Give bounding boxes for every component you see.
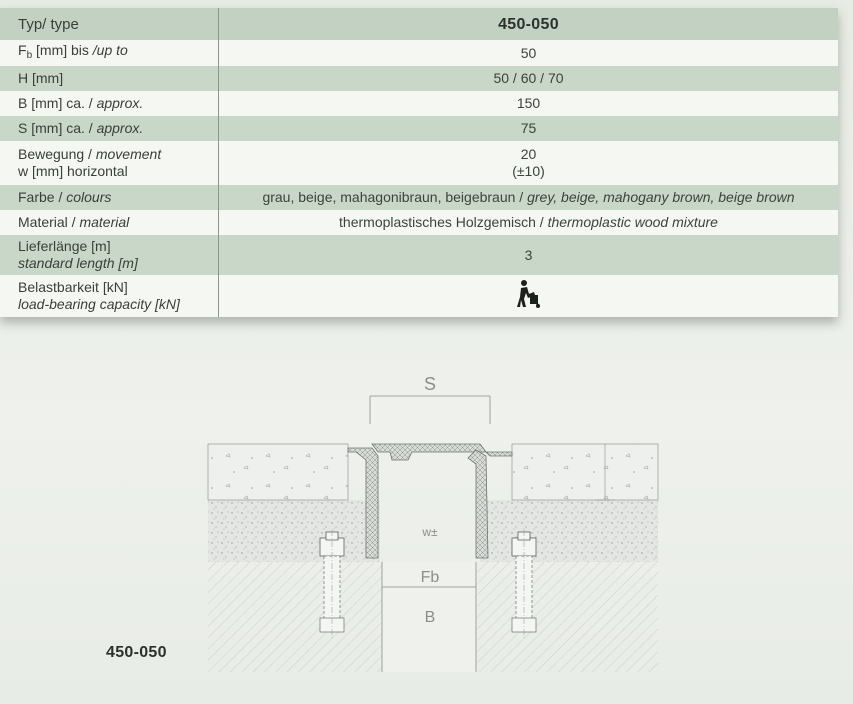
row-value-b: 150: [219, 91, 839, 116]
cross-section-drawing: [180, 360, 670, 675]
row-value-h: 50 / 60 / 70: [219, 66, 839, 91]
concrete-right: [512, 444, 658, 500]
row-value-fb: 50: [219, 40, 839, 66]
dimension-w-label: w±: [422, 525, 438, 539]
pedestrian-trolley-icon: [514, 279, 544, 309]
dimension-b-label: B: [424, 609, 436, 626]
row-label-h: H [mm]: [0, 66, 219, 91]
drawing-model-label: 450-050: [106, 644, 167, 661]
table-row: [0, 40, 838, 66]
row-label-s: S [mm] ca. / approx.: [0, 116, 219, 141]
screed-right: [480, 500, 658, 562]
row-label-fb: $F_b$ [mm] bis /up to: [0, 40, 219, 66]
row-label-material: Material / material: [0, 210, 219, 235]
table-row: [0, 210, 838, 235]
table-row: [0, 66, 838, 91]
row-value-colours: grau, beige, mahagonibraun, beigebraun / grey, beige, mahogany brown, beige brown: [219, 185, 839, 210]
header-label: Typ/ type: [0, 8, 219, 40]
profile-right: [468, 450, 488, 558]
table-row: [0, 185, 838, 210]
concrete-left: [208, 444, 348, 500]
row-value-length: 3: [219, 235, 839, 275]
row-label-capacity: Belastbarkeit [kN] load-bearing capacity [kN]: [0, 275, 219, 317]
table-row: [0, 91, 838, 116]
row-label-movement: Bewegung / movement w [mm] horizontal: [0, 141, 219, 185]
row-value-movement: 20 (±10): [219, 141, 839, 185]
row-label-b: B [mm] ca. / approx.: [0, 91, 219, 116]
row-label-length: Lieferlänge [m] standard length [m]: [0, 235, 219, 275]
screed-left: [208, 500, 380, 562]
dimension-s-label: S: [423, 374, 437, 394]
table-row: [0, 141, 838, 185]
table-row: [0, 116, 838, 141]
table-header-row: [0, 8, 838, 40]
row-value-s: 75: [219, 116, 839, 141]
header-value: 450-050: [219, 8, 839, 40]
table-row: [0, 275, 838, 317]
spec-table: [0, 8, 838, 317]
row-label-colours: Farbe / colours: [0, 185, 219, 210]
row-value-material: thermoplastisches Holzgemisch / thermoplastic wood mixture: [219, 210, 839, 235]
dimension-fb-label: Fb: [420, 569, 440, 586]
table-row: [0, 235, 838, 275]
row-value-capacity: [219, 275, 839, 317]
